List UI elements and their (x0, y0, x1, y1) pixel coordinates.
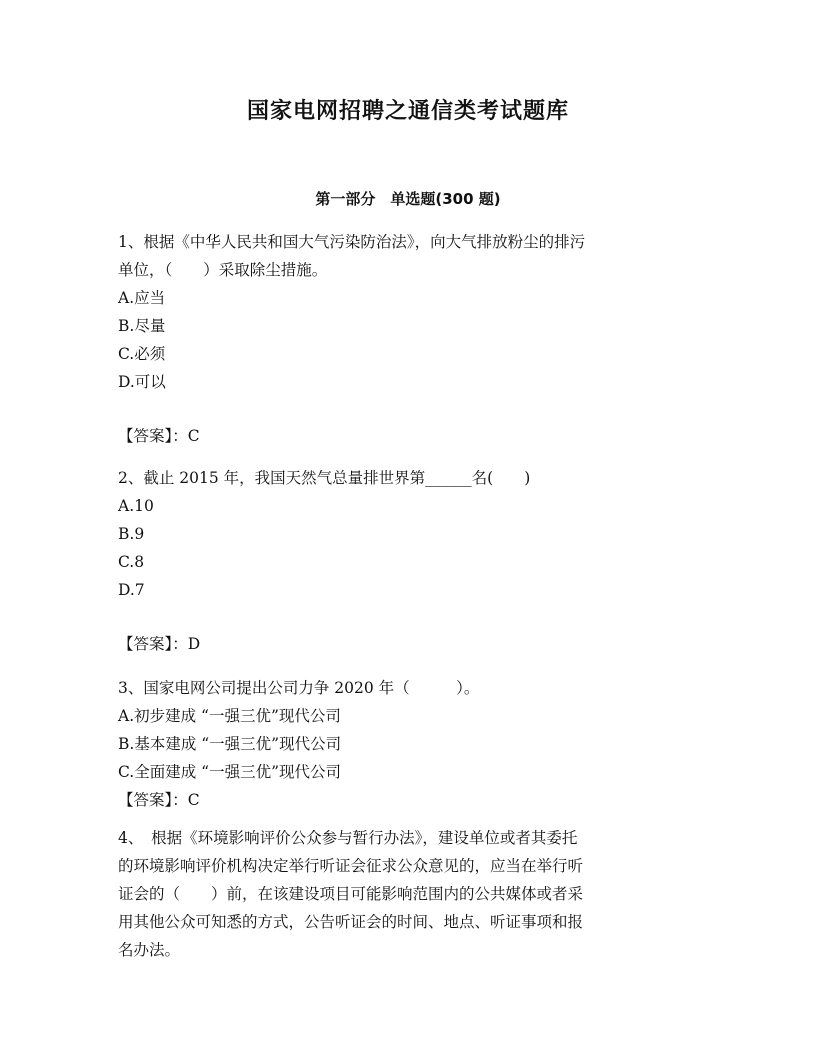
question-2-option-d: D.7 (118, 581, 145, 599)
question-4-stem-line-2: 的环境影响评价机构决定举行听证会征求公众意见的，应当在举行听 (118, 857, 584, 875)
question-3-answer: 【答案】：C (118, 791, 200, 809)
question-4-stem-line-4: 用其他公众可知悉的方式，公告听证会的时间、地点、听证事项和报 (118, 913, 584, 931)
question-3-option-c: C.全面建成 “一强三优”现代公司 (118, 763, 342, 781)
question-2-option-c: C.8 (118, 553, 145, 571)
question-4-stem-line-5: 名办法。 (118, 941, 181, 959)
question-3-option-b: B.基本建成 “一强三优”现代公司 (118, 735, 342, 753)
question-4-stem-line-3: 证会的（ ）前，在该建设项目可能影响范围内的公共媒体或者采 (118, 885, 584, 903)
question-2-stem-line-1: 2、截止 2015 年，我国天然气总量排世界第______名( ) (118, 469, 531, 487)
question-2-answer: 【答案】：D (118, 635, 201, 653)
section-title: 第一部分 单选题(300 题) (315, 190, 501, 208)
question-2-option-b: B.9 (118, 525, 145, 543)
question-1-option-d: D.可以 (118, 373, 166, 391)
question-1-answer: 【答案】：C (118, 427, 200, 445)
question-1-option-c: C.必须 (118, 345, 166, 363)
page-title: 国家电网招聘之通信类考试题库 (246, 99, 569, 124)
question-1-stem-line-2: 单位，（ ）采取除尘措施。 (118, 261, 328, 279)
question-4-stem-line-1: 4、 根据《环境影响评价公众参与暂行办法》，建设单位或者其委托 (118, 829, 578, 847)
question-3-option-a: A.初步建成 “一强三优”现代公司 (118, 707, 341, 725)
question-1-option-a: A.应当 (118, 289, 166, 307)
question-2-option-a: A.10 (118, 497, 154, 515)
question-3-stem-line-1: 3、国家电网公司提出公司力争 2020 年（ ）。 (118, 679, 480, 697)
question-1-option-b: B.尽量 (118, 317, 166, 335)
question-1-stem-line-1: 1、根据《中华人民共和国大气污染防治法》，向大气排放粉尘的排污 (118, 233, 586, 251)
